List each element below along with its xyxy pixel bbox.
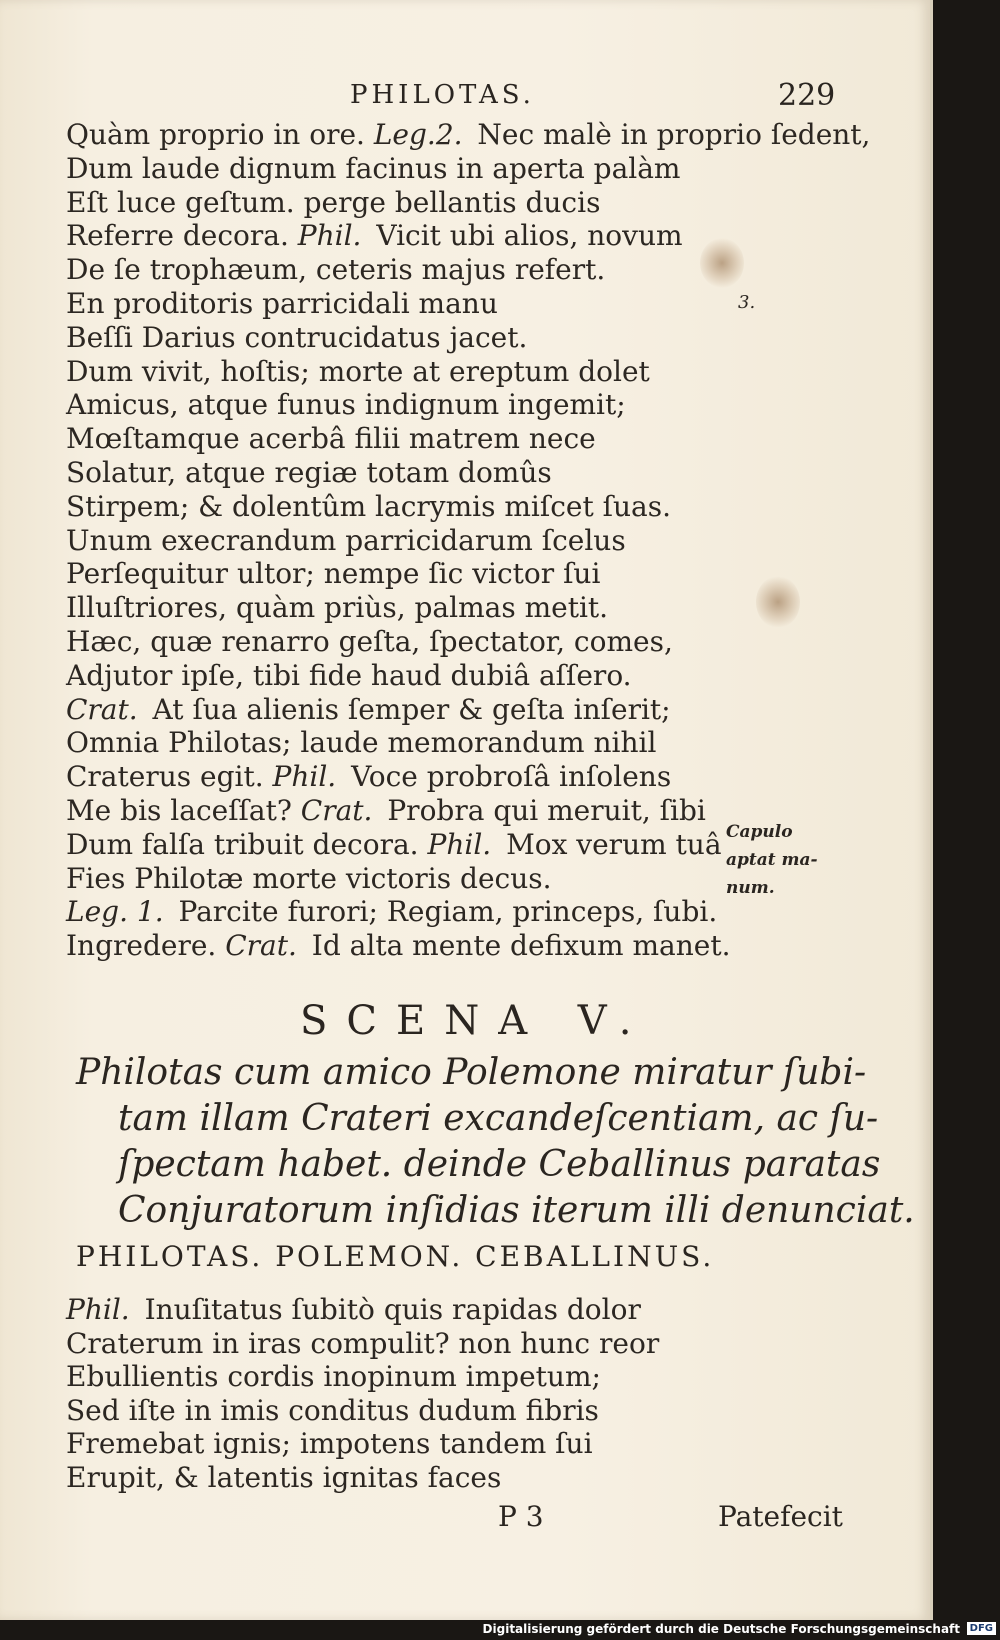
verse-line xyxy=(66,388,846,422)
verse-text: Parcite furori; Regiam, princeps, ſubi. xyxy=(169,895,718,929)
verse-text: Probra qui meruit, ſibi xyxy=(378,793,706,827)
verse-line xyxy=(66,118,871,152)
verse-line xyxy=(66,524,846,558)
verse-line xyxy=(66,1461,846,1495)
margin-note-line: Capulo xyxy=(726,822,793,842)
verse-text: Sed iſte in imis conditus dudum fibris xyxy=(66,1393,599,1427)
verse-line xyxy=(66,557,846,591)
verse-text: Dum falſa tribuit decora. xyxy=(66,827,428,861)
verse-text: Amicus, atque funus indignum ingemit; xyxy=(66,388,626,422)
verse-line xyxy=(66,1427,846,1461)
verse-line xyxy=(66,659,846,693)
speaker-label: Phil. xyxy=(66,1293,130,1326)
verse-line xyxy=(66,253,846,287)
verse-text: Hæc, quæ renarro geſta, ſpectator, comes, xyxy=(66,624,673,658)
speaker-label: Leg. 1. xyxy=(66,895,164,929)
verse-line xyxy=(66,726,846,760)
argument-line: tam illam Crateri excandeſcentiam, ac ſu- xyxy=(118,1098,879,1139)
verse-text: Craterum in iras compulit? non hunc reor xyxy=(66,1326,660,1360)
verse-line xyxy=(66,625,846,659)
argument-line: Conjuratorum inſidias iterum illi denunciat. xyxy=(118,1190,915,1231)
speaker-label: Leg.2. xyxy=(373,118,463,151)
verse-text: Ingredere. xyxy=(66,929,226,963)
speaker-label: Phil. xyxy=(427,827,492,861)
speaker-label: Phil. xyxy=(297,219,362,253)
verse-line xyxy=(66,1360,846,1394)
verse-text: Vicit ubi alios, novum xyxy=(367,219,683,253)
verse-text: Unum execrandum parricidarum ſcelus xyxy=(66,523,626,557)
argument-line: Philotas cum amico Polemone miratur ſubi- xyxy=(76,1052,867,1093)
verse-text: Referre decora. xyxy=(66,219,298,253)
verse-text: Omnia Philotas; laude memorandum nihil xyxy=(66,726,657,760)
argument-line: ſpectam habet. deinde Ceballinus paratas xyxy=(118,1144,881,1185)
signature-mark: P 3 xyxy=(498,1500,544,1533)
speaker-label: Phil. xyxy=(272,760,337,794)
verse-text: Dum vivit, hoſtis; morte at ereptum dolet xyxy=(66,354,650,388)
verse-text: Fies Philotæ morte victoris decus. xyxy=(66,861,552,895)
verse-text: Fremebat ignis; impotens tandem ſui xyxy=(66,1427,593,1461)
verse-line xyxy=(66,287,846,321)
dfg-logo: DFG xyxy=(967,1622,996,1635)
verse-line xyxy=(66,422,846,456)
verse-line xyxy=(66,760,846,794)
speaker-label: Crat. xyxy=(300,793,373,827)
verse-line xyxy=(66,591,846,625)
verse-text: Mox verum tuâ xyxy=(497,827,722,861)
catchword: Patefecit xyxy=(718,1500,843,1533)
running-title: PHILOTAS. xyxy=(350,80,535,110)
verse-text: Mœſtamque acerbâ filii matrem nece xyxy=(66,422,596,456)
verse-text: Me bis laceſſat? xyxy=(66,793,301,827)
verse-line xyxy=(66,152,846,186)
verse-line xyxy=(66,693,846,727)
verse-text: Illuſtriores, quàm priùs, palmas metit. xyxy=(66,591,609,625)
verse-text: Nec malè in proprio ſedent, xyxy=(468,118,871,151)
verse-text: De ſe trophæum, ceteris majus refert. xyxy=(66,253,606,287)
verse-text: Adjutor ipſe, tibi fide haud dubiâ aſſero. xyxy=(66,658,632,692)
verse-line xyxy=(66,1293,846,1327)
speaker-label: Crat. xyxy=(66,692,138,726)
verse-line xyxy=(66,1394,846,1428)
verse-text: En proditoris parricidali manu xyxy=(66,286,498,320)
verse-line xyxy=(66,456,846,490)
speaker-label: Crat. xyxy=(225,929,297,963)
verse-line xyxy=(66,355,846,389)
verse-text: Inuſitatus ſubitò quis rapidas dolor xyxy=(135,1293,641,1326)
verse-text: Perſequitur ultor; nempe ſic victor ſui xyxy=(66,557,601,591)
verse-text: Solatur, atque regiæ totam domûs xyxy=(66,455,552,489)
verse-text: Eſt luce geſtum. perge bellantis ducis xyxy=(66,185,601,219)
page-number: 229 xyxy=(778,78,836,113)
digitization-credit: Digitalisierung gefördert durch die Deutsche Forschungsgemeinschaft xyxy=(482,1622,960,1636)
verse-line xyxy=(66,186,846,220)
verse-text: Ebullientis cordis inopinum impetum; xyxy=(66,1360,601,1394)
scene-argument xyxy=(76,1050,915,1234)
verse-line xyxy=(66,490,846,524)
verse-text: Erupit, & latentis ignitas faces xyxy=(66,1460,502,1494)
scene-title: SCENA V. xyxy=(300,998,651,1044)
verse-line xyxy=(66,219,846,253)
verse-text: Stirpem; & dolentûm lacrymis miſcet ſuas. xyxy=(66,489,671,523)
verse-line xyxy=(66,1327,846,1361)
verse-text: Voce probroſâ inſolens xyxy=(342,760,672,794)
margin-note-line: num. xyxy=(726,878,775,898)
verse-text: Dum laude dignum facinus in aperta palàm xyxy=(66,151,681,185)
character-list: PHILOTAS. POLEMON. CEBALLINUS. xyxy=(76,1240,715,1273)
verse-block-bottom xyxy=(66,1293,846,1495)
verse-text: Quàm proprio in ore. xyxy=(66,118,374,151)
margin-note-line: aptat ma- xyxy=(726,850,818,870)
verse-text: Craterus egit. xyxy=(66,760,273,794)
verse-line xyxy=(66,929,846,963)
margin-note xyxy=(726,818,836,902)
verse-line xyxy=(66,321,846,355)
verse-text: Beſſi Darius contrucidatus jacet. xyxy=(66,320,528,354)
verse-text: At ſua alienis ſemper & geſta inſerit; xyxy=(143,692,671,726)
verse-text: Id alta mente defixum manet. xyxy=(302,929,731,963)
margin-number: 3. xyxy=(738,292,756,313)
